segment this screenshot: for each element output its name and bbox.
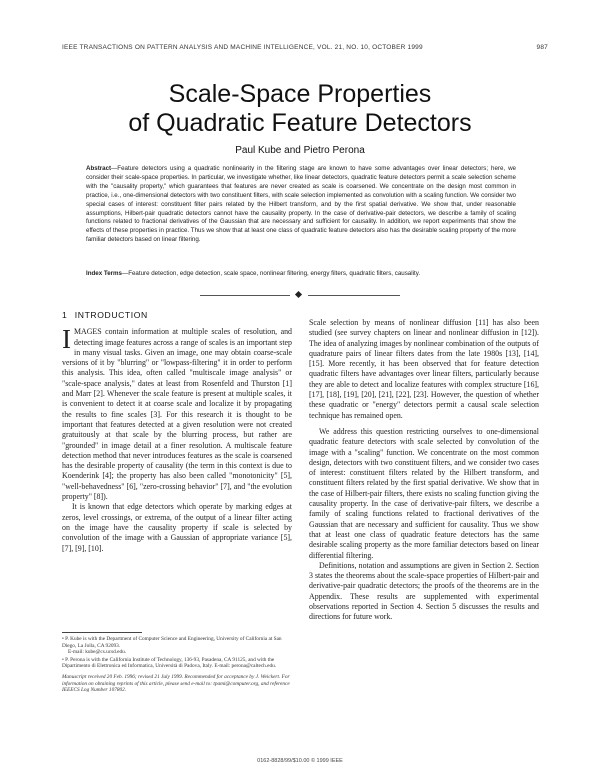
diamond-ornament-icon: [295, 291, 302, 298]
right-paragraph-2: We address this question restricting ourselves to one-dimensional quadratic feature detectors with scale selected by convolution of the image with a "scaling" function. We concentrate on the most common design, detectors with two constituent filters, and we consider two cases of interest: constituent filters related by the Hilbert transform, and constituent filters related by the first spatial derivative. We show that in the case of Hilbert-pair filters, there exists no scaling function giving the causality property. In the case of derivative-pair filters, we describe a family of scaling functions related to fractional derivatives of the Gaussian that are necessary and sufficient for causality. Thus we show that at least one class of quadratic feature detectors has the same desirable scaling property as the more familiar detectors based on linear differential filtering.: [309, 426, 539, 560]
section-divider: [200, 291, 400, 299]
section-title: INTRODUCTION: [74, 310, 148, 320]
abstract-label: Abstract: [86, 165, 112, 172]
index-terms-text: —Feature detection, edge detection, scale space, nonlinear filtering, energy filters, quadratic filters, causality.: [122, 270, 421, 277]
section-number: 1: [62, 310, 67, 320]
index-terms-label: Index Terms: [86, 270, 122, 277]
right-column: [309, 318, 539, 623]
running-header: [62, 44, 548, 51]
title-line-2: of Quadratic Feature Detectors: [128, 109, 472, 137]
page-number: 987: [536, 44, 548, 51]
footnote-email-kube: E-mail: kube@cs.ucsd.edu.: [68, 649, 127, 656]
footnote-affiliation-perona: • P. Perona is with the California Institute of Technology, 136-93, Pasadena, CA 91125, and with the Dipartimento di Elettronica ed Informatica, Università di Padova, Italy. E-mail: perona@caltech.edu.: [62, 656, 277, 670]
footnote-rule: [62, 632, 142, 633]
section-heading: [62, 310, 292, 320]
divider-line-right: [308, 295, 400, 296]
footnotes: [62, 636, 292, 694]
left-column: [62, 310, 292, 554]
intro-paragraph-1: [62, 324, 292, 502]
title-line-1: Scale-Space Properties: [168, 80, 432, 108]
footnote-affiliation-kube: • P. Kube is with the Department of Computer Science and Engineering, University of California at San Diego, La Jolla, CA 92093.: [62, 636, 282, 649]
right-paragraph-1: Scale selection by means of nonlinear diffusion [11] has also been studied (see survey chapters on linear and nonlinear diffusion in [12]). The idea of analyzing images by nonlinear combination of the outputs of quadrature pairs of linear filters dates from the late 1980s [13], [14], [15]. More recently, it has been observed that for feature detection quadratic filters have advantages over linear filters, particularly because they are able to detect and localize features with complex structure [16], [17], [18], [19], [20], [21], [22], [23]. However, the question of whether these quadratic or "energy" detectors permit a causal scale selection technique has remained open.: [309, 318, 539, 420]
authors: Paul Kube and Pietro Perona: [235, 145, 365, 156]
paper-title: [0, 80, 600, 138]
drop-cap: I: [62, 324, 71, 355]
copyright-footer: 0162-8828/99/$10.00 © 1999 IEEE: [257, 758, 343, 764]
manuscript-note: Manuscript received 20 Feb. 1996; revised 21 July 1999. Recommended for acceptance by J. Weickert. For information on obtaining reprints of this article, please send e-mail to: tpami@computer.org, and reference IEEECS Log Number 107802.: [62, 673, 290, 694]
abstract-text: —Feature detectors using a quadratic nonlinearity in the filtering stage are known to have some advantages over linear detectors; here, we consider their scale-space properties. In particular, we investigate whether, like linear detectors, quadratic feature detectors permit a scale selection scheme with the "causality property," which guarantees that features are never created as scale is coarsened. We concentrate on the design most common in practice, i.e., one-dimensional detectors with two constituent filters, with scale selection implemented as convolution with a scaling function. We consider two special cases of interest: constituent filter pairs related by the Hilbert transform, and by the first spatial derivative. We show that, under reasonable assumptions, Hilbert-pair quadratic detectors cannot have the causality property. In the case of derivative-pair detectors, we describe a family of scaling functions related to fractional derivatives of the Gaussian that are necessary and sufficient for causality. In addition, we report experiments that show the effects of these properties in practice. Thus we show that at least one class of quadratic feature detectors also has the desirable scaling property of the more familiar detectors based on linear filtering.: [86, 165, 516, 244]
right-paragraph-3: Definitions, notation and assumptions are given in Section 2. Section 3 states the theorems about the scale-space properties of Hilbert-pair and derivative-pair quadratic detectors; the proofs of the theorems are in the Appendix. These results are supplemented with experimental observations reported in Section 4. Section 5 discusses the results and directions for future work.: [309, 560, 539, 622]
divider-line-left: [200, 295, 290, 296]
abstract: [86, 165, 516, 245]
intro-paragraph-1-text: MAGES contain information at multiple scales of resolution, and detecting image features across a range of scales is an important step in many visual tasks. Given an image, one may obtain coarse-scale versions of it by "blurring" or "lowpass-filtering" it in order to perform this analysis. This idea, often called "multiscale image analysis" or "scale-space analysis," dates at least from Rosenfeld and Thurston [1] and Marr [2]. Whenever the scale feature is present at multiple scales, it is convenient to detect it at coarse scale and localize it by propagating the results to fine scales [3]. For this research it is thought to be important that features detected at a given resolution were not created gratuitously at that scale by the blurring process, but rather are "grounded" in image detail at a finer resolution. A multiscale feature detection method that never introduces features as the scale is coarsened has the desirable property of causality (the term in this context is due to Koenderink [4]; the property has also been called "monotonicity" [5], "well-behavedness" [6], "zero-crossing behavior" [7], and "the evolution property" [8]).: [62, 327, 292, 502]
index-terms: [86, 270, 516, 279]
journal-name: IEEE TRANSACTIONS ON PATTERN ANALYSIS AND MACHINE INTELLIGENCE, VOL. 21, NO. 10, OCTOBER 1999: [62, 44, 423, 51]
intro-paragraph-2: It is known that edge detectors which operate by marking edges at zeros, level crossings, or extrema, of the output of a linear filter acting on the image have the causality property if scale is selected by convolution of the image with a Gaussian of appropriate variance [5], [7], [9], [10].: [62, 502, 292, 553]
